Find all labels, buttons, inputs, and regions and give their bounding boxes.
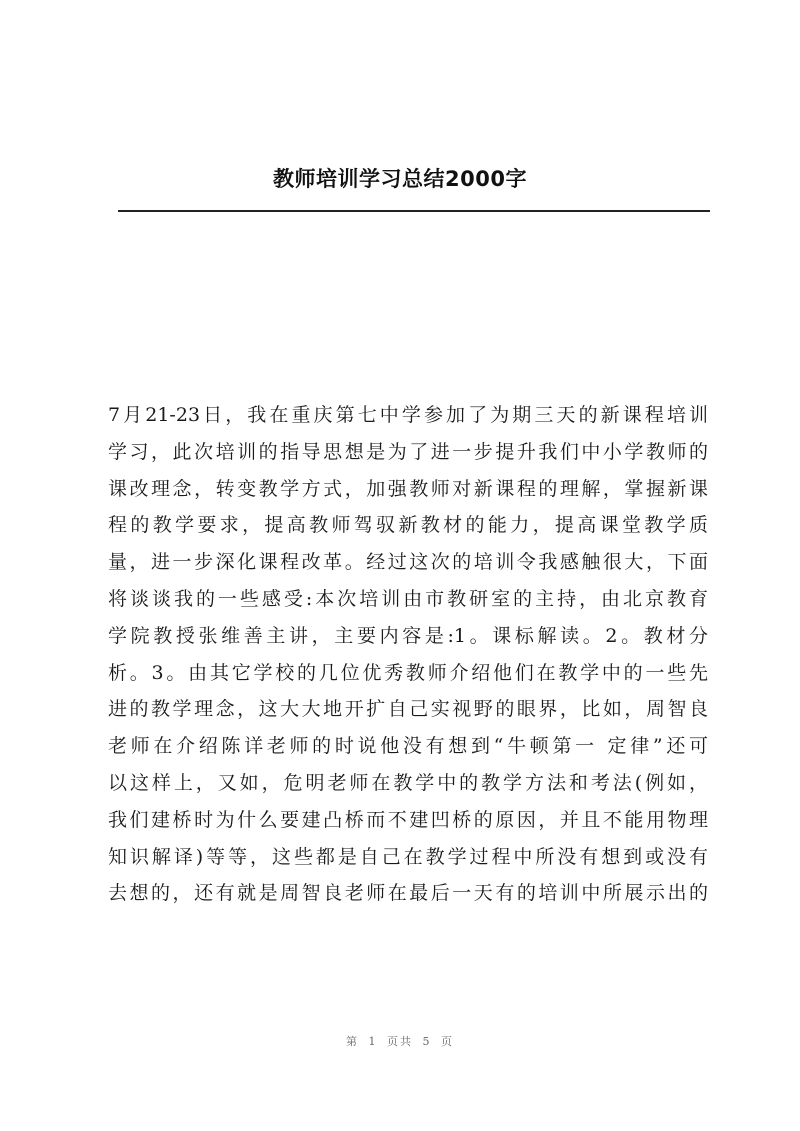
text-line: 老师在介绍陈详老师的时说他没有想到“牛顿第一 定律”还可 (108, 735, 708, 758)
text-line: 析。3。由其它学校的几位优秀教师介绍他们在教学中的一些先 (108, 661, 708, 684)
text-line: 学院教授张维善主讲，主要内容是:1。课标解读。2。教材分 (108, 624, 708, 647)
text-line: 进的教学理念，这大大地开扩自己实视野的眼界，比如，周智良 (108, 698, 708, 721)
text-line: 去想的，还有就是周智良老师在最后一天有的培训中所展示出的 (108, 882, 708, 905)
text-line: 以这样上，又如，危明老师在教学中的教学方法和考法(例如， (108, 771, 708, 794)
document-title: 教师培训学习总结2000字 (273, 167, 527, 191)
text-line: 量，进一步深化课程改革。经过这次的培训令我感触很大，下面 (108, 551, 708, 574)
body-paragraph (108, 397, 708, 912)
text-line: 学习，此次培训的指导思想是为了进一步提升我们中小学教师的 (108, 440, 708, 463)
text-line: 程的教学要求，提高教师驾驭新教材的能力，提高课堂教学质 (108, 514, 708, 537)
title-underline (118, 210, 710, 212)
text-line: 课改理念，转变教学方式，加强教师对新课程的理解，掌握新课 (108, 477, 708, 500)
page-number-footer: 第 1 页共 5 页 (346, 1035, 454, 1048)
text-line: 将谈谈我的一些感受:本次培训由市教研室的主持，由北京教育 (108, 587, 708, 610)
text-line: 知识解译)等等，这些都是自己在教学过程中所没有想到或没有 (108, 845, 708, 868)
text-line: 我们建桥时为什么要建凸桥而不建凹桥的原因，并且不能用物理 (108, 808, 708, 831)
text-line: 7月21-23日，我在重庆第七中学参加了为期三天的新课程培训 (108, 404, 708, 426)
